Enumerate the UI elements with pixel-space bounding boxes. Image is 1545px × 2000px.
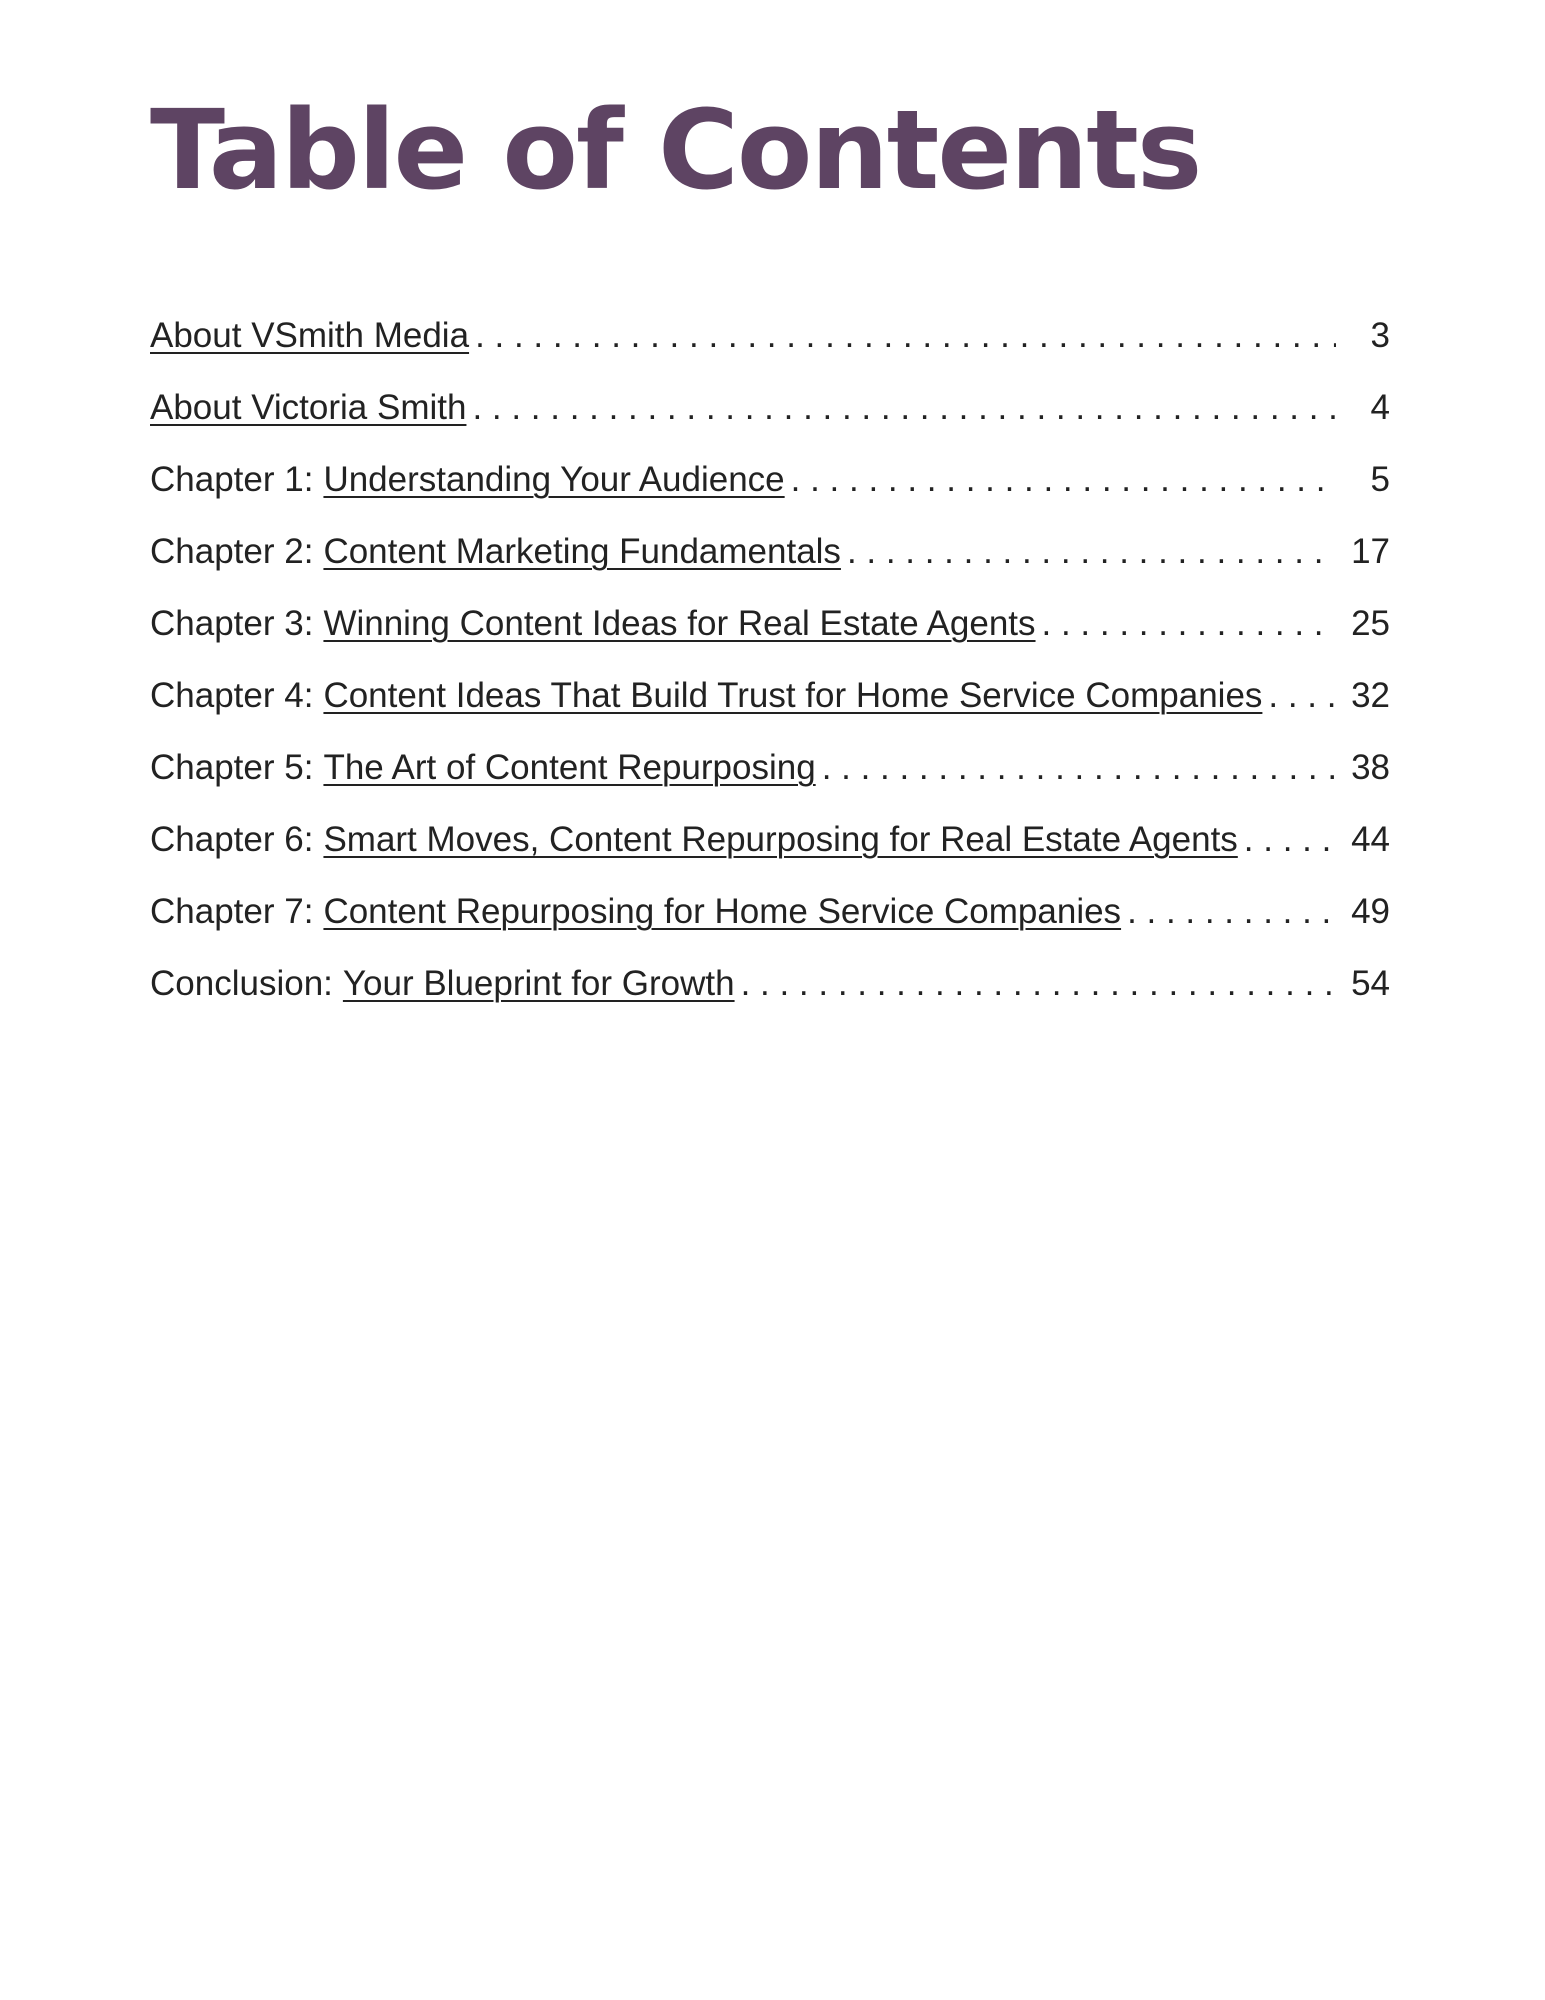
toc-entry-chapter-1 [150, 444, 1390, 516]
toc-chapter-label: Conclusion: [150, 964, 333, 1003]
toc-chapter-label: Chapter 4: [150, 676, 314, 715]
toc-page-number: 38 [1351, 748, 1390, 787]
toc-page-number: 25 [1351, 604, 1390, 643]
dot-leader [791, 444, 1336, 516]
toc-entry-chapter-7 [150, 876, 1390, 948]
toc-entry-chapter-5 [150, 732, 1390, 804]
toc-entry-chapter-3 [150, 588, 1390, 660]
toc-entry-chapter-6 [150, 804, 1390, 876]
dot-leader [1244, 804, 1336, 876]
toc-entry-conclusion [150, 948, 1390, 1020]
toc-link-about-vsmith-media[interactable]: About VSmith Media [150, 316, 470, 355]
toc-entry-chapter-4 [150, 660, 1390, 732]
toc-page-number: 4 [1370, 388, 1390, 427]
toc-link-chapter-3[interactable]: Winning Content Ideas for Real Estate Agents [323, 604, 1036, 643]
dot-leader [475, 300, 1336, 372]
toc-list [150, 300, 1390, 1020]
toc-link-about-victoria-smith[interactable]: About Victoria Smith [150, 388, 467, 427]
toc-chapter-label: Chapter 2: [150, 532, 314, 571]
toc-page-number: 54 [1351, 964, 1390, 1003]
dot-leader [472, 372, 1336, 444]
toc-page-number: 44 [1351, 820, 1390, 859]
dot-leader [741, 948, 1336, 1020]
dot-leader [822, 732, 1336, 804]
toc-link-chapter-4[interactable]: Content Ideas That Build Trust for Home Service Companies [323, 676, 1263, 715]
toc-link-chapter-7[interactable]: Content Repurposing for Home Service Companies [323, 892, 1122, 931]
toc-link-chapter-6[interactable]: Smart Moves, Content Repurposing for Real Estate Agents [323, 820, 1238, 859]
dot-leader [1268, 660, 1336, 732]
toc-link-conclusion[interactable]: Your Blueprint for Growth [342, 964, 735, 1003]
toc-page-number: 49 [1351, 892, 1390, 931]
toc-chapter-label: Chapter 1: [150, 460, 314, 499]
toc-entry-about-victoria-smith [150, 372, 1390, 444]
toc-chapter-label: Chapter 3: [150, 604, 314, 643]
toc-page-number: 32 [1351, 676, 1390, 715]
toc-entry-about-vsmith-media [150, 300, 1390, 372]
toc-chapter-label: Chapter 6: [150, 820, 314, 859]
dot-leader [1127, 876, 1336, 948]
toc-page-number: 3 [1370, 316, 1390, 355]
toc-chapter-label: Chapter 7: [150, 892, 314, 931]
page-title: Table of Contents [150, 86, 1201, 214]
toc-entry-chapter-2 [150, 516, 1390, 588]
toc-link-chapter-5[interactable]: The Art of Content Repurposing [323, 748, 816, 787]
dot-leader [1042, 588, 1336, 660]
toc-page-number: 5 [1370, 460, 1390, 499]
toc-link-chapter-2[interactable]: Content Marketing Fundamentals [323, 532, 841, 571]
dot-leader [847, 516, 1336, 588]
toc-chapter-label: Chapter 5: [150, 748, 314, 787]
toc-page-number: 17 [1351, 532, 1390, 571]
toc-link-chapter-1[interactable]: Understanding Your Audience [323, 460, 785, 499]
